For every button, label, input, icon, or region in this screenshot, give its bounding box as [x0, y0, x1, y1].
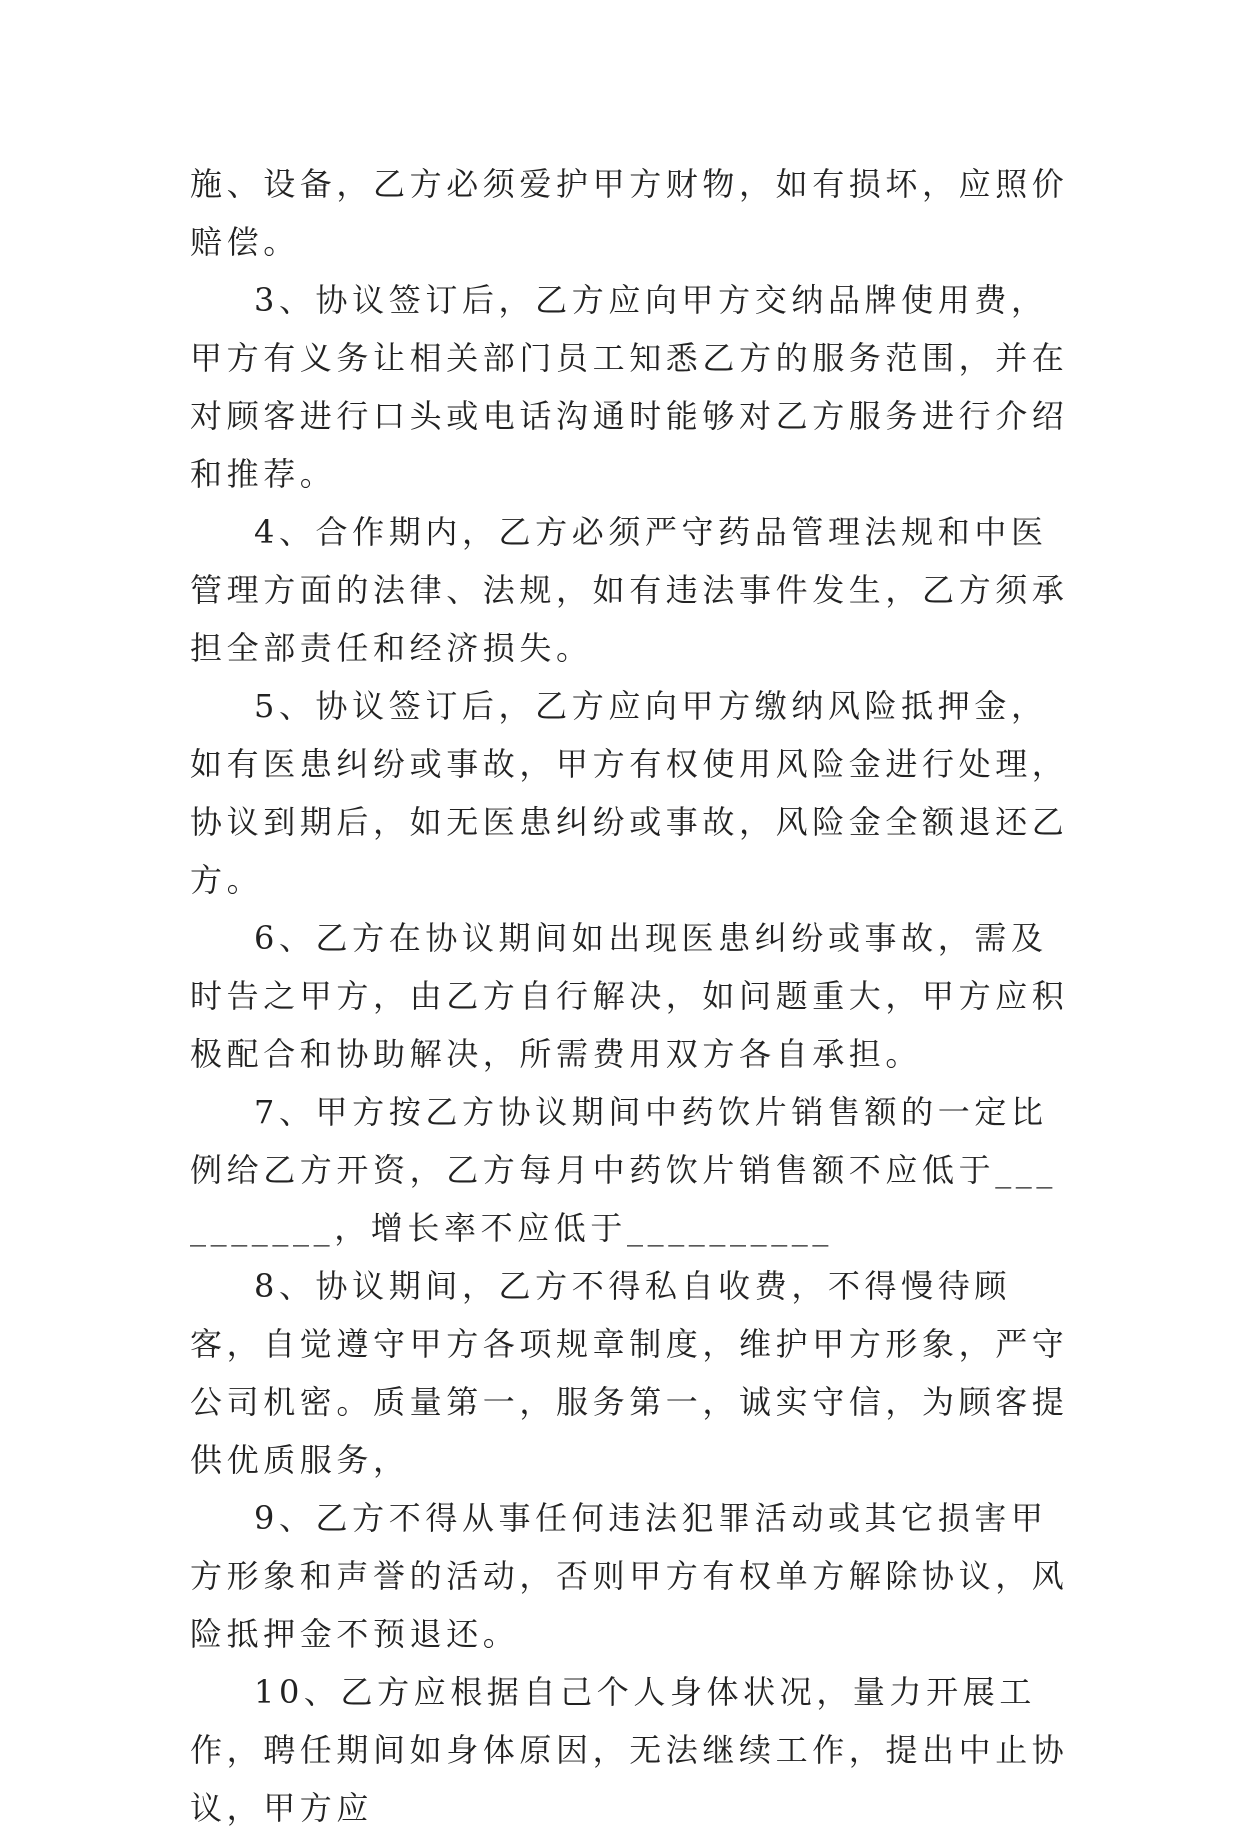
- paragraph-clause-7: 7、甲方按乙方协议期间中药饮片销售额的一定比例给乙方开资，乙方每月中药饮片销售额不应低于__________，增长率不应低于__________: [190, 1093, 1058, 1247]
- paragraph-clause-4: 4、合作期内，乙方必须严守药品管理法规和中医管理方面的法律、法规，如有违法事件发生，乙方须承担全部责任和经济损失。: [190, 513, 1069, 667]
- paragraph-continuation: 施、设备，乙方必须爱护甲方财物，如有损坏，应照价赔偿。: [190, 165, 1069, 261]
- paragraph-clause-3: 3、协议签订后，乙方应向甲方交纳品牌使用费，甲方有义务让相关部门员工知悉乙方的服务范围，并在对顾客进行口头或电话沟通时能够对乙方服务进行介绍和推荐。: [190, 281, 1069, 493]
- paragraph-clause-6: 6、乙方在协议期间如出现医患纠纷或事故，需及时告之甲方，由乙方自行解决，如问题重大，甲方应积极配合和协助解决，所需费用双方各自承担。: [190, 919, 1069, 1073]
- document-body: [190, 155, 1070, 1837]
- paragraph-clause-5: 5、协议签订后，乙方应向甲方缴纳风险抵押金，如有医患纠纷或事故，甲方有权使用风险金进行处理，协议到期后，如无医患纠纷或事故，风险金全额退还乙方。: [190, 687, 1069, 899]
- paragraph-clause-10: 10、乙方应根据自己个人身体状况，量力开展工作，聘任期间如身体原因，无法继续工作，提出中止协议，甲方应: [190, 1673, 1069, 1827]
- paragraph-clause-8: 8、协议期间，乙方不得私自收费，不得慢待顾客，自觉遵守甲方各项规章制度，维护甲方形象，严守公司机密。质量第一，服务第一，诚实守信，为顾客提供优质服务，: [190, 1267, 1069, 1479]
- paragraph-clause-9: 9、乙方不得从事任何违法犯罪活动或其它损害甲方形象和声誉的活动，否则甲方有权单方解除协议，风险抵押金不预退还。: [190, 1499, 1069, 1653]
